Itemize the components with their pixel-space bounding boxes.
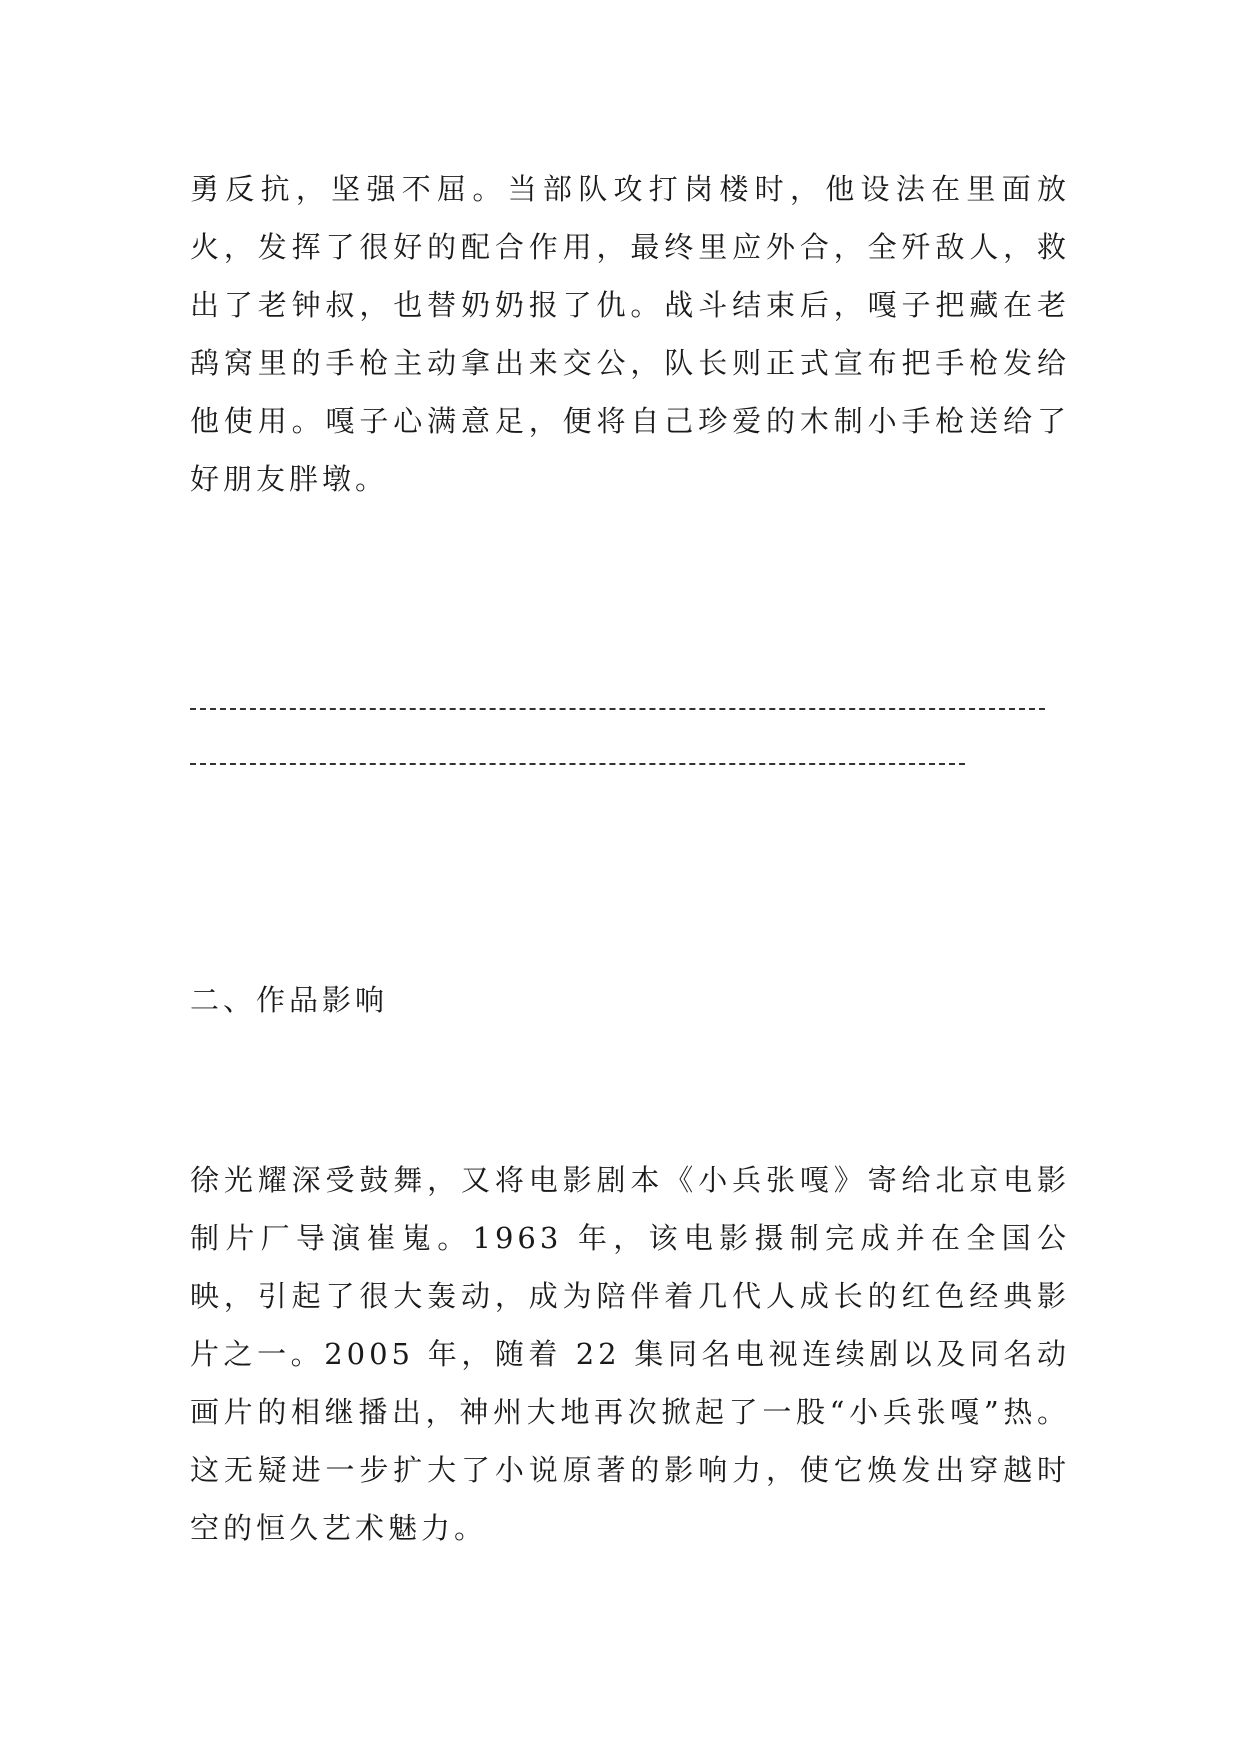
dashed-separator-2 <box>190 763 965 765</box>
body-paragraph-2: 徐光耀深受鼓舞，又将电影剧本《小兵张嘎》寄给北京电影制片厂导演崔嵬。1963 年，该电影摄制完成并在全国公映，引起了很大轰动，成为陪伴着几代人成长的红色经典影片之一。2005 年，随着 22 集同名电视连续剧以及同名动画片的相继播出，神州大地再次掀起了一股“小兵张嘎”热。这无疑进一步扩大了小说原著的影响力，使它焕发出穿越时空的恒久艺术魅力。 <box>190 1163 1070 1545</box>
section-heading: 二、作品影响 <box>190 983 389 1017</box>
body-paragraph-1: 勇反抗，坚强不屈。当部队攻打岗楼时，他设法在里面放火，发挥了很好的配合作用，最终里应外合，全歼敌人，救出了老钟叔，也替奶奶报了仇。战斗结束后，嘎子把藏在老鸹窝里的手枪主动拿出来交公，队长则正式宣布把手枪发给他使用。嘎子心满意足，便将自己珍爱的木制小手枪送给了好朋友胖墩。 <box>190 172 1070 496</box>
dashed-separator-1 <box>190 708 1045 710</box>
